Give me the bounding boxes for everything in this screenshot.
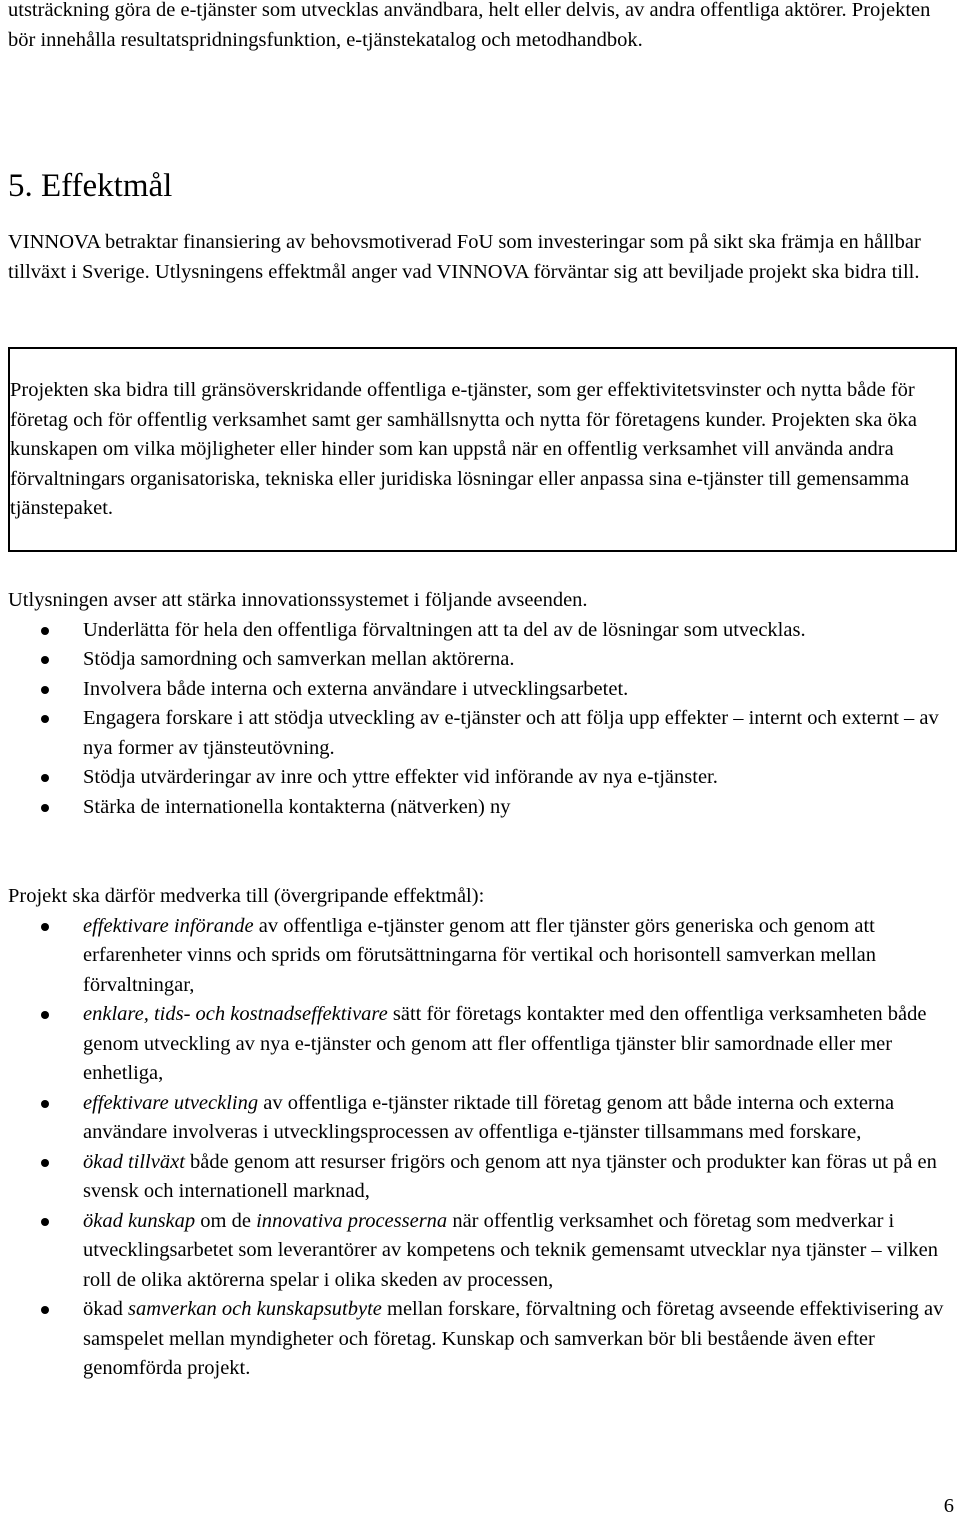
bullet-icon — [41, 1159, 49, 1167]
bullet-icon — [41, 923, 49, 931]
list-item: ökad tillväxt både genom att resurser frigörs och genom att nya tjänster och produkter kan föras ut på en svensk och internationell marknad, — [8, 1148, 953, 1207]
bullet-icon — [41, 1011, 49, 1019]
list-item: ökad kunskap om de innovativa processerna när offentlig verksamhet och företag som medverkar i utvecklingsarbetet som leverantörer av kompetens och teknik gemensamt utvecklar nya tjänster – vilken roll de olika aktörerna spelar i olika skeden av processen, — [8, 1207, 953, 1296]
avser-section — [8, 586, 953, 822]
bullet-icon — [41, 1100, 49, 1108]
projekt-list — [8, 912, 953, 1384]
bullet-icon — [41, 1218, 49, 1226]
list-item: enklare, tids- och kostnadseffektivare sätt för företags kontakter med den offentliga verksamheten både genom utveckling av nya e-tjänster och genom att fler offentliga tjänster blir samordnade eller mer enhetliga, — [8, 1000, 953, 1089]
list-item: effektivare införande av offentliga e-tjänster genom att fler tjänster görs generiska och genom att erfarenheter vinns och sprids om förutsättningarna för vertikal och horisontell samverkan mellan förvaltningar, — [8, 912, 953, 1001]
bullet-icon — [41, 627, 49, 635]
list-item: effektivare utveckling av offentliga e-tjänster riktade till företag genom att både interna och externa användare involveras i utvecklingsprocessen av offentliga e-tjänster tillsammans med forskare, — [8, 1089, 953, 1148]
projekt-lead: Projekt ska därför medverka till (övergripande effektmål): — [8, 885, 485, 907]
list-item: Involvera både interna och externa användare i utvecklingsarbetet. — [8, 675, 953, 705]
bullet-icon — [41, 804, 49, 812]
bullet-icon — [41, 686, 49, 694]
intro-paragraph: utsträckning göra de e-tjänster som utvecklas användbara, helt eller delvis, av andra offentliga aktörer. Projekten bör innehålla resultatspridningsfunktion, e-tjänstekatalog och metodhandbok. — [8, 0, 931, 51]
effektmal-paragraph: VINNOVA betraktar finansiering av behovsmotiverad FoU som investeringar som på sikt ska främja en hållbar tillväxt i Sverige. Utlysningens effektmål anger vad VINNOVA förväntar sig att beviljade projekt ska bidra till. — [8, 231, 921, 283]
projekt-section — [8, 882, 953, 1384]
bullet-icon — [41, 715, 49, 723]
page-number: 6 — [943, 1495, 954, 1517]
bullet-icon — [41, 774, 49, 782]
section-heading: 5. Effektmål — [8, 168, 173, 204]
bullet-icon — [41, 656, 49, 664]
avser-lead: Utlysningen avser att stärka innovationssystemet i följande avseenden. — [8, 589, 588, 611]
list-item: Underlätta för hela den offentliga förvaltningen att ta del av de lösningar som utvecklas. — [8, 616, 953, 646]
avser-list — [8, 616, 953, 823]
list-item: Engagera forskare i att stödja utveckling av e-tjänster och att följa upp effekter – internt och externt – av nya former av tjänsteutövning. — [8, 704, 953, 763]
bullet-icon — [41, 1306, 49, 1314]
list-item: Stärka de internationella kontakterna (nätverken) ny — [8, 793, 953, 823]
list-item: Stödja utvärderingar av inre och yttre effekter vid införande av nya e-tjänster. — [8, 763, 953, 793]
list-item: Stödja samordning och samverkan mellan aktörerna. — [8, 645, 953, 675]
document-page — [8, 0, 953, 1379]
callout-box — [8, 347, 957, 552]
list-item: ökad samverkan och kunskapsutbyte mellan forskare, förvaltning och företag avseende effektivisering av samspelet mellan myndigheter och företag. Kunskap och samverkan bör bli bestående även efter genomförda projekt. — [8, 1295, 953, 1384]
callout-text: Projekten ska bidra till gränsöverskridande offentliga e-tjänster, som ger effektivitetsvinster och nytta både för företag och för offentlig verksamhet samt ger samhällsnytta och nytta för företagens kunder. Projekten ska öka kunskapen om vilka möjligheter eller hinder som kan uppstå när en offentlig verksamhet vill använda andra förvaltningars organisatoriska, tekniska eller juridiska lösningar eller anpassa sina e-tjänster till gemensamma tjänstepaket. — [10, 379, 918, 519]
